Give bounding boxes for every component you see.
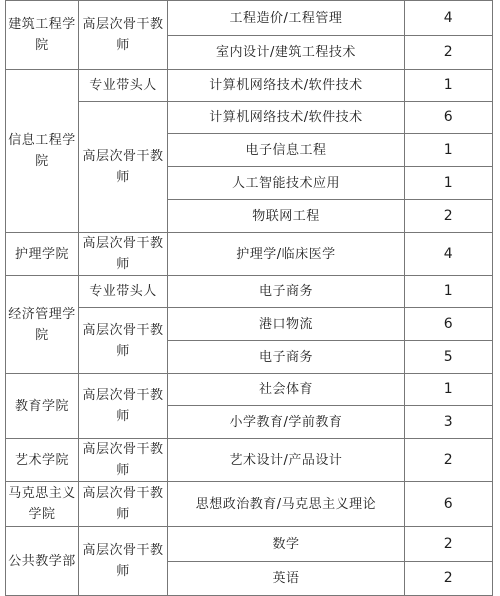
major-cell: 艺术设计/产品设计 (168, 439, 405, 482)
table-row (6, 482, 493, 527)
count-cell: 1 (405, 374, 493, 406)
position-cell: 高层次骨干教师 (79, 439, 168, 482)
count-cell: 1 (405, 276, 493, 308)
count-cell: 1 (405, 167, 493, 200)
count-cell: 4 (405, 1, 493, 36)
table-row (6, 233, 493, 276)
count-cell: 5 (405, 341, 493, 374)
table-row (6, 1, 493, 36)
position-cell: 高层次骨干教师 (79, 482, 168, 527)
major-cell: 工程造价/工程管理 (168, 1, 405, 36)
major-cell: 思想政治教育/马克思主义理论 (168, 482, 405, 527)
major-cell: 电子商务 (168, 276, 405, 308)
count-cell: 2 (405, 562, 493, 596)
count-cell: 1 (405, 134, 493, 167)
table-row (6, 527, 493, 562)
college-cell: 经济管理学院 (6, 276, 79, 374)
count-cell: 2 (405, 527, 493, 562)
major-cell: 英语 (168, 562, 405, 596)
position-cell: 专业带头人 (79, 70, 168, 102)
college-cell: 建筑工程学院 (6, 1, 79, 70)
college-cell: 公共教学部 (6, 527, 79, 596)
count-cell: 6 (405, 102, 493, 134)
college-cell: 马克思主义学院 (6, 482, 79, 527)
count-cell: 2 (405, 200, 493, 233)
position-cell: 高层次骨干教师 (79, 1, 168, 70)
major-cell: 计算机网络技术/软件技术 (168, 102, 405, 134)
position-cell: 专业带头人 (79, 276, 168, 308)
college-cell: 艺术学院 (6, 439, 79, 482)
major-cell: 数学 (168, 527, 405, 562)
position-cell: 高层次骨干教师 (79, 233, 168, 276)
table-row (6, 439, 493, 482)
major-cell: 港口物流 (168, 308, 405, 341)
table-row (6, 276, 493, 308)
major-cell: 电子信息工程 (168, 134, 405, 167)
major-cell: 护理学/临床医学 (168, 233, 405, 276)
table-row (6, 308, 493, 341)
count-cell: 4 (405, 233, 493, 276)
major-cell: 小学教育/学前教育 (168, 406, 405, 439)
major-cell: 物联网工程 (168, 200, 405, 233)
count-cell: 6 (405, 308, 493, 341)
recruitment-table (5, 0, 493, 596)
position-cell: 高层次骨干教师 (79, 527, 168, 596)
count-cell: 2 (405, 36, 493, 70)
table-row (6, 102, 493, 134)
college-cell: 教育学院 (6, 374, 79, 439)
table-row (6, 70, 493, 102)
major-cell: 计算机网络技术/软件技术 (168, 70, 405, 102)
college-cell: 信息工程学院 (6, 70, 79, 233)
position-cell: 高层次骨干教师 (79, 374, 168, 439)
position-cell: 高层次骨干教师 (79, 102, 168, 233)
college-cell: 护理学院 (6, 233, 79, 276)
count-cell: 3 (405, 406, 493, 439)
major-cell: 人工智能技术应用 (168, 167, 405, 200)
major-cell: 室内设计/建筑工程技术 (168, 36, 405, 70)
count-cell: 1 (405, 70, 493, 102)
position-cell: 高层次骨干教师 (79, 308, 168, 374)
major-cell: 电子商务 (168, 341, 405, 374)
major-cell: 社会体育 (168, 374, 405, 406)
count-cell: 2 (405, 439, 493, 482)
count-cell: 6 (405, 482, 493, 527)
table-row (6, 374, 493, 406)
